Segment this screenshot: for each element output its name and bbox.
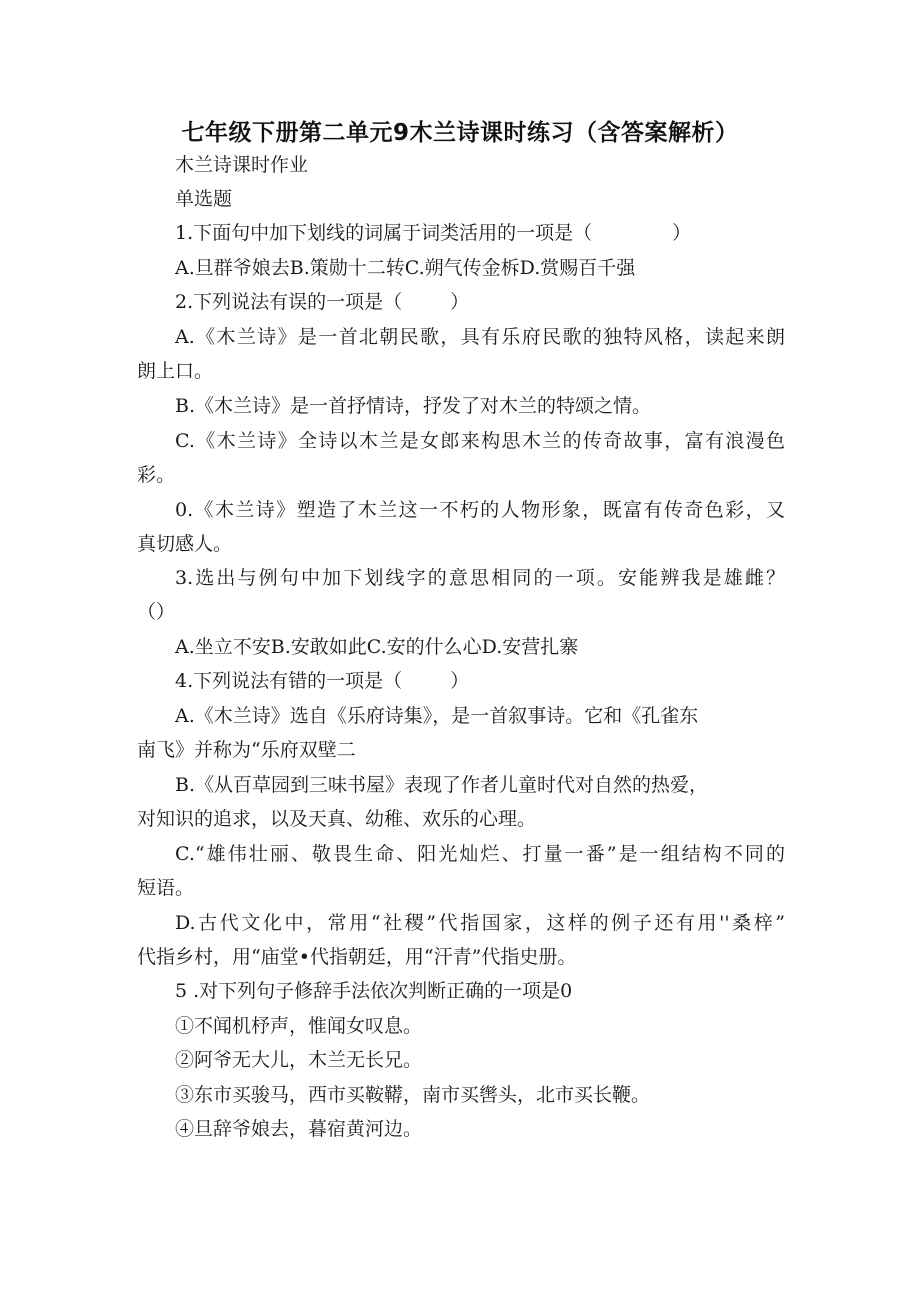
question-4-stem [175,667,469,695]
question-5-sentence-1: ①不闻机杼声，惟闻女叹息。 [175,1015,423,1037]
question-4-stem-text: 4.下列说法有错的一项是（ [175,670,403,692]
question-5-sentence-2: ②阿爷无大儿，木兰无长兄。 [175,1049,423,1071]
section-heading: 单选题 [175,188,233,210]
question-3-stem: 3.选出与例句中加下划线字的意思相同的一项。安能辨我是雄雌？ [175,567,785,589]
question-2-option-d-line2: 真切感人。 [137,533,233,555]
question-5-sentence-3: ③东市买骏马，西市买鞍鞯，南市买辔头，北市买长鞭。 [175,1084,651,1106]
question-2-paren-close: ） [450,291,470,313]
subtitle: 木兰诗课时作业 [175,154,309,176]
question-4-option-d-line2: 代指乡村，用“庙堂•代指朝廷，用“汗青”代指史册。 [137,946,577,968]
question-4-option-a-line1: A.《木兰诗》选自《乐府诗集》，是一首叙事诗。它和《孔雀东 [175,705,699,727]
question-3-paren: （） [137,601,176,623]
question-3-options: A.坐立不安B.安敢如此C.安的什么心D.安营扎寨 [175,636,579,658]
question-4-option-b-line1: B.《从百草园到三味书屋》表现了作者儿童时代对自然的热爱， [175,774,709,796]
question-4-paren-close: ） [450,670,470,692]
question-4-option-c-line2: 短语。 [137,877,195,899]
question-1-options: A.旦群爷娘去B.策勋十二转C.朔气传金柝D.赏赐百千强 [175,257,636,279]
document-title: 七年级下册第二单元9木兰诗课时练习（含答案解析） [181,120,739,146]
question-1-paren-close: ） [672,222,692,244]
question-2-option-c-line2: 彩。 [137,464,176,486]
question-2-option-a-line2: 朗上口。 [137,360,214,382]
question-2-stem [175,288,469,316]
question-2-option-b: B.《木兰诗》是一首抒情诗，抒发了对木兰的特颂之情。 [175,395,652,417]
question-2-option-d-line1: 0.《木兰诗》塑造了木兰这一不朽的人物形象，既富有传奇色彩，又 [175,499,785,521]
question-4-option-c-line1: C.“雄伟壮丽、敬畏生命、阳光灿烂、打量一番”是一组结构不同的 [175,843,785,865]
question-1-stem [175,219,691,247]
question-4-option-b-line2: 对知识的追求，以及天真、幼稚、欢乐的心理。 [137,808,537,830]
question-2-option-a-line1: A.《木兰诗》是一首北朝民歌，具有乐府民歌的独特风格，读起来朗 [175,326,785,348]
question-5-stem: 5 .对下列句子修辞手法依次判断正确的一项是0 [175,980,573,1002]
question-2-option-c-line1: C.《木兰诗》全诗以木兰是女郎来构思木兰的传奇故事，富有浪漫色 [175,430,785,452]
question-4-option-d-line1: D.古代文化中，常用“社稷”代指国家，这样的例子还有用''桑梓” [175,912,785,934]
question-2-stem-text: 2.下列说法有误的一项是（ [175,291,403,313]
question-4-option-a-line2: 南飞》并称为“乐府双壁二 [137,739,356,761]
question-5-sentence-4: ④旦辞爷娘去，暮宿黄河边。 [175,1118,423,1140]
question-1-stem-text: 1.下面句中加下划线的词属于词类活用的一项是（ [175,222,593,244]
